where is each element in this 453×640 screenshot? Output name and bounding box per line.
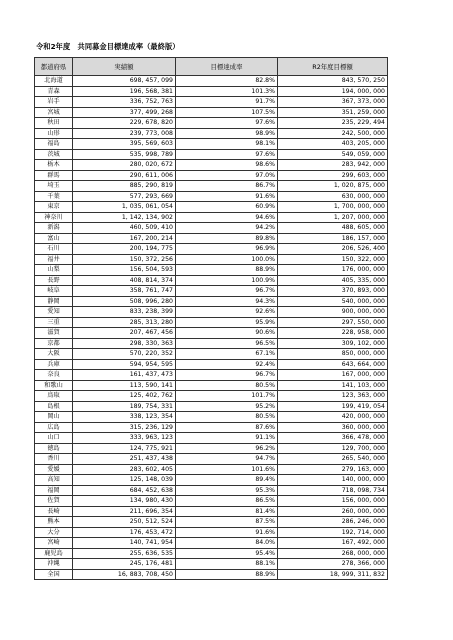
actual-amount-cell: 113, 590, 141	[73, 380, 176, 391]
target-amount-cell: 129, 700, 000	[278, 443, 388, 454]
target-amount-cell: 199, 419, 054	[278, 401, 388, 412]
achievement-rate-cell: 88.1%	[176, 559, 278, 570]
actual-amount-cell: 336, 752, 763	[73, 97, 176, 108]
target-amount-cell: 299, 603, 000	[278, 170, 388, 181]
actual-amount-cell: 570, 220, 352	[73, 349, 176, 360]
achievement-rate-cell: 81.4%	[176, 506, 278, 517]
table-row	[35, 338, 388, 349]
actual-amount-cell: 161, 437, 473	[73, 370, 176, 381]
prefecture-cell: 静岡	[35, 296, 73, 307]
target-amount-cell: 309, 102, 000	[278, 338, 388, 349]
prefecture-cell: 滋賀	[35, 328, 73, 339]
actual-amount-cell: 298, 330, 363	[73, 338, 176, 349]
target-amount-cell: 1, 020, 875, 000	[278, 181, 388, 192]
table-row	[35, 475, 388, 486]
prefecture-cell: 神奈川	[35, 212, 73, 223]
target-amount-cell: 900, 000, 000	[278, 307, 388, 318]
achievement-rate-cell: 96.7%	[176, 370, 278, 381]
actual-amount-cell: 885, 290, 819	[73, 181, 176, 192]
achievement-rate-cell: 101.3%	[176, 86, 278, 97]
actual-amount-cell: 698, 457, 099	[73, 76, 176, 87]
actual-amount-cell: 358, 761, 747	[73, 286, 176, 297]
actual-amount-cell: 189, 754, 331	[73, 401, 176, 412]
prefecture-cell: 北海道	[35, 76, 73, 87]
achievement-rate-cell: 87.6%	[176, 422, 278, 433]
achievement-rate-cell: 96.9%	[176, 244, 278, 255]
actual-amount-cell: 508, 996, 280	[73, 296, 176, 307]
achievement-rate-cell: 95.3%	[176, 485, 278, 496]
target-amount-cell: 278, 366, 000	[278, 559, 388, 570]
table-row	[35, 517, 388, 528]
actual-amount-cell: 333, 963, 123	[73, 433, 176, 444]
prefecture-cell: 千葉	[35, 191, 73, 202]
target-amount-cell: 643, 664, 000	[278, 359, 388, 370]
achievement-rate-cell: 97.0%	[176, 170, 278, 181]
actual-amount-cell: 460, 509, 410	[73, 223, 176, 234]
target-amount-cell: 167, 000, 000	[278, 370, 388, 381]
prefecture-cell: 佐賀	[35, 496, 73, 507]
table-row	[35, 391, 388, 402]
prefecture-cell: 茨城	[35, 149, 73, 160]
prefecture-cell: 愛媛	[35, 464, 73, 475]
target-amount-cell: 167, 492, 000	[278, 538, 388, 549]
actual-amount-cell: 150, 372, 256	[73, 254, 176, 265]
actual-amount-cell: 124, 775, 921	[73, 443, 176, 454]
actual-amount-cell: 140, 741, 954	[73, 538, 176, 549]
prefecture-cell: 山梨	[35, 265, 73, 276]
header-achievement-rate: 目標達成率	[176, 58, 278, 76]
achievement-rate-cell: 91.6%	[176, 191, 278, 202]
prefecture-cell: 島根	[35, 401, 73, 412]
target-amount-cell: 228, 958, 000	[278, 328, 388, 339]
actual-amount-cell: 1, 142, 134, 902	[73, 212, 176, 223]
table-row	[35, 275, 388, 286]
prefecture-cell: 山口	[35, 433, 73, 444]
achievement-rate-cell: 91.7%	[176, 97, 278, 108]
target-amount-cell: 718, 098, 734	[278, 485, 388, 496]
target-amount-cell: 194, 000, 000	[278, 86, 388, 97]
target-amount-cell: 549, 059, 000	[278, 149, 388, 160]
prefecture-cell: 福井	[35, 254, 73, 265]
table-body	[35, 76, 388, 580]
prefecture-cell: 鹿児島	[35, 548, 73, 559]
achievement-rate-cell: 82.8%	[176, 76, 278, 87]
actual-amount-cell: 255, 636, 535	[73, 548, 176, 559]
achievement-rate-cell: 94.6%	[176, 212, 278, 223]
prefecture-cell: 鳥取	[35, 391, 73, 402]
actual-amount-cell: 338, 123, 354	[73, 412, 176, 423]
target-amount-cell: 235, 229, 494	[278, 118, 388, 129]
prefecture-cell: 岡山	[35, 412, 73, 423]
table-row	[35, 317, 388, 328]
prefecture-cell: 京都	[35, 338, 73, 349]
actual-amount-cell: 196, 568, 381	[73, 86, 176, 97]
target-amount-cell: 488, 605, 000	[278, 223, 388, 234]
achievement-rate-cell: 96.5%	[176, 338, 278, 349]
table-row	[35, 128, 388, 139]
achievement-rate-cell: 98.9%	[176, 128, 278, 139]
table-row	[35, 328, 388, 339]
achievement-rate-cell: 92.4%	[176, 359, 278, 370]
target-amount-cell: 279, 163, 000	[278, 464, 388, 475]
achievement-rate-cell: 92.6%	[176, 307, 278, 318]
table-row	[35, 212, 388, 223]
table-row	[35, 223, 388, 234]
header-actual-amount: 実績額	[73, 58, 176, 76]
prefecture-cell: 青森	[35, 86, 73, 97]
prefecture-cell: 大分	[35, 527, 73, 538]
table-row	[35, 548, 388, 559]
target-amount-cell: 405, 335, 000	[278, 275, 388, 286]
target-amount-cell: 140, 000, 000	[278, 475, 388, 486]
table-row	[35, 307, 388, 318]
prefecture-cell: 長崎	[35, 506, 73, 517]
prefecture-cell: 群馬	[35, 170, 73, 181]
prefecture-cell: 愛知	[35, 307, 73, 318]
table-row	[35, 286, 388, 297]
achievement-rate-cell: 107.5%	[176, 107, 278, 118]
achievement-rate-cell: 89.8%	[176, 233, 278, 244]
table-row	[35, 506, 388, 517]
achievement-rate-cell: 94.7%	[176, 454, 278, 465]
actual-amount-cell: 245, 176, 481	[73, 559, 176, 570]
prefecture-cell: 宮崎	[35, 538, 73, 549]
actual-amount-cell: 594, 954, 595	[73, 359, 176, 370]
table-row	[35, 527, 388, 538]
page-title: 令和2年度 共同募金目標達成率（最終版）	[36, 42, 180, 51]
target-amount-cell: 360, 000, 000	[278, 422, 388, 433]
table-row	[35, 443, 388, 454]
prefecture-cell: 東京	[35, 202, 73, 213]
prefecture-cell: 奈良	[35, 370, 73, 381]
actual-amount-cell: 1, 035, 061, 054	[73, 202, 176, 213]
actual-amount-cell: 251, 437, 438	[73, 454, 176, 465]
achievement-rate-cell: 94.3%	[176, 296, 278, 307]
target-amount-cell: 843, 570, 250	[278, 76, 388, 87]
table-row	[35, 191, 388, 202]
actual-amount-cell: 176, 453, 472	[73, 527, 176, 538]
prefecture-cell: 兵庫	[35, 359, 73, 370]
table-row	[35, 380, 388, 391]
achievement-rate-cell: 67.1%	[176, 349, 278, 360]
table-row	[35, 433, 388, 444]
actual-amount-cell: 239, 773, 008	[73, 128, 176, 139]
achievement-rate-cell: 95.9%	[176, 317, 278, 328]
table-row	[35, 496, 388, 507]
prefecture-cell: 広島	[35, 422, 73, 433]
prefecture-cell: 新潟	[35, 223, 73, 234]
achievement-rate-cell: 96.2%	[176, 443, 278, 454]
table-row	[35, 107, 388, 118]
target-amount-cell: 141, 103, 000	[278, 380, 388, 391]
prefecture-cell: 山形	[35, 128, 73, 139]
achievement-rate-cell: 90.6%	[176, 328, 278, 339]
table-row	[35, 401, 388, 412]
header-target-amount: R2年度目標額	[278, 58, 388, 76]
target-amount-cell: 18, 999, 311, 832	[278, 569, 388, 580]
table-row	[35, 160, 388, 171]
actual-amount-cell: 280, 020, 672	[73, 160, 176, 171]
table-row	[35, 76, 388, 87]
target-amount-cell: 367, 373, 000	[278, 97, 388, 108]
target-amount-cell: 297, 550, 000	[278, 317, 388, 328]
actual-amount-cell: 535, 998, 789	[73, 149, 176, 160]
target-amount-cell: 176, 000, 000	[278, 265, 388, 276]
achievement-rate-cell: 91.6%	[176, 527, 278, 538]
prefecture-cell: 大阪	[35, 349, 73, 360]
achievement-rate-cell: 88.9%	[176, 569, 278, 580]
table-row	[35, 422, 388, 433]
achievement-rate-cell: 100.9%	[176, 275, 278, 286]
actual-amount-cell: 211, 696, 354	[73, 506, 176, 517]
table-row	[35, 359, 388, 370]
actual-amount-cell: 377, 499, 268	[73, 107, 176, 118]
achievement-rate-cell: 87.5%	[176, 517, 278, 528]
target-amount-cell: 150, 322, 000	[278, 254, 388, 265]
target-amount-cell: 242, 500, 000	[278, 128, 388, 139]
prefecture-cell: 埼玉	[35, 181, 73, 192]
prefecture-cell: 岩手	[35, 97, 73, 108]
achievement-rate-cell: 91.1%	[176, 433, 278, 444]
actual-amount-cell: 408, 814, 374	[73, 275, 176, 286]
prefecture-cell: 福岡	[35, 485, 73, 496]
target-amount-cell: 206, 526, 400	[278, 244, 388, 255]
prefecture-cell: 石川	[35, 244, 73, 255]
achievement-rate-cell: 60.9%	[176, 202, 278, 213]
actual-amount-cell: 207, 467, 456	[73, 328, 176, 339]
achievement-rate-cell: 88.9%	[176, 265, 278, 276]
prefecture-cell: 富山	[35, 233, 73, 244]
table-row	[35, 181, 388, 192]
actual-amount-cell: 684, 452, 638	[73, 485, 176, 496]
table-row	[35, 454, 388, 465]
actual-amount-cell: 16, 883, 708, 450	[73, 569, 176, 580]
target-amount-cell: 283, 942, 000	[278, 160, 388, 171]
table-row	[35, 349, 388, 360]
target-amount-cell: 850, 000, 000	[278, 349, 388, 360]
target-amount-cell: 351, 259, 000	[278, 107, 388, 118]
prefecture-cell: 福島	[35, 139, 73, 150]
target-amount-cell: 1, 207, 000, 000	[278, 212, 388, 223]
prefecture-cell: 宮城	[35, 107, 73, 118]
achievement-rate-cell: 89.4%	[176, 475, 278, 486]
actual-amount-cell: 229, 678, 820	[73, 118, 176, 129]
table-row	[35, 370, 388, 381]
prefecture-cell: 香川	[35, 454, 73, 465]
actual-amount-cell: 315, 236, 129	[73, 422, 176, 433]
table-row	[35, 254, 388, 265]
achievement-rate-cell: 80.5%	[176, 380, 278, 391]
target-amount-cell: 1, 700, 000, 000	[278, 202, 388, 213]
achievement-rate-cell: 97.6%	[176, 149, 278, 160]
achievement-rate-cell: 100.0%	[176, 254, 278, 265]
achievement-rate-cell: 95.4%	[176, 548, 278, 559]
total-row	[35, 569, 388, 580]
target-amount-cell: 186, 157, 000	[278, 233, 388, 244]
actual-amount-cell: 250, 512, 524	[73, 517, 176, 528]
table-row	[35, 296, 388, 307]
achievement-rate-cell: 98.6%	[176, 160, 278, 171]
actual-amount-cell: 200, 194, 775	[73, 244, 176, 255]
table-row	[35, 139, 388, 150]
prefecture-cell: 和歌山	[35, 380, 73, 391]
actual-amount-cell: 285, 313, 280	[73, 317, 176, 328]
header-row	[35, 58, 388, 76]
target-amount-cell: 286, 246, 000	[278, 517, 388, 528]
achievement-rate-cell: 101.7%	[176, 391, 278, 402]
header-prefecture: 都道府県	[35, 58, 73, 76]
achievement-rate-cell: 96.7%	[176, 286, 278, 297]
achievement-rate-cell: 86.7%	[176, 181, 278, 192]
target-amount-cell: 370, 893, 000	[278, 286, 388, 297]
table-row	[35, 412, 388, 423]
target-amount-cell: 420, 000, 000	[278, 412, 388, 423]
actual-amount-cell: 167, 200, 214	[73, 233, 176, 244]
prefecture-cell: 岐阜	[35, 286, 73, 297]
actual-amount-cell: 290, 611, 006	[73, 170, 176, 181]
actual-amount-cell: 833, 238, 399	[73, 307, 176, 318]
achievement-rate-cell: 98.1%	[176, 139, 278, 150]
prefecture-cell: 沖縄	[35, 559, 73, 570]
table-row	[35, 86, 388, 97]
target-amount-cell: 123, 363, 000	[278, 391, 388, 402]
target-amount-cell: 268, 000, 000	[278, 548, 388, 559]
prefecture-cell: 高知	[35, 475, 73, 486]
table-row	[35, 170, 388, 181]
table-row	[35, 265, 388, 276]
target-amount-cell: 403, 205, 000	[278, 139, 388, 150]
table-row	[35, 485, 388, 496]
achievement-rate-cell: 97.6%	[176, 118, 278, 129]
prefecture-cell: 徳島	[35, 443, 73, 454]
target-amount-cell: 630, 000, 000	[278, 191, 388, 202]
actual-amount-cell: 283, 602, 405	[73, 464, 176, 475]
table-row	[35, 97, 388, 108]
target-amount-cell: 192, 714, 000	[278, 527, 388, 538]
prefecture-cell: 栃木	[35, 160, 73, 171]
prefecture-cell: 全国	[35, 569, 73, 580]
achievement-rate-cell: 84.0%	[176, 538, 278, 549]
target-amount-cell: 366, 478, 000	[278, 433, 388, 444]
table-row	[35, 233, 388, 244]
table-row	[35, 244, 388, 255]
table-row	[35, 559, 388, 570]
prefecture-cell: 熊本	[35, 517, 73, 528]
achievement-table	[34, 57, 388, 580]
prefecture-cell: 秋田	[35, 118, 73, 129]
target-amount-cell: 260, 000, 000	[278, 506, 388, 517]
table-row	[35, 118, 388, 129]
actual-amount-cell: 125, 402, 762	[73, 391, 176, 402]
actual-amount-cell: 577, 293, 669	[73, 191, 176, 202]
prefecture-cell: 長野	[35, 275, 73, 286]
achievement-rate-cell: 80.5%	[176, 412, 278, 423]
actual-amount-cell: 134, 980, 430	[73, 496, 176, 507]
actual-amount-cell: 395, 569, 603	[73, 139, 176, 150]
actual-amount-cell: 125, 148, 039	[73, 475, 176, 486]
achievement-rate-cell: 95.2%	[176, 401, 278, 412]
actual-amount-cell: 156, 504, 593	[73, 265, 176, 276]
target-amount-cell: 540, 000, 000	[278, 296, 388, 307]
achievement-rate-cell: 94.2%	[176, 223, 278, 234]
prefecture-cell: 三重	[35, 317, 73, 328]
target-amount-cell: 156, 000, 000	[278, 496, 388, 507]
target-amount-cell: 265, 540, 000	[278, 454, 388, 465]
table-row	[35, 464, 388, 475]
achievement-rate-cell: 101.6%	[176, 464, 278, 475]
table-row	[35, 538, 388, 549]
table-row	[35, 149, 388, 160]
table-row	[35, 202, 388, 213]
achievement-rate-cell: 86.5%	[176, 496, 278, 507]
